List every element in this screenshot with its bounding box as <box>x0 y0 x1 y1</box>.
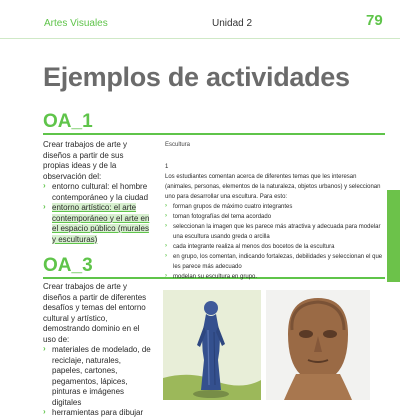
page-title: Ejemplos de actividades <box>43 62 350 92</box>
activity-number: 1 <box>165 164 169 170</box>
oa3-intro: Crear trabajos de arte y diseños a partir de diferentes desafíos y temas del entorno cultural y artístico, demostrando dominio en el uso de: <box>43 282 147 344</box>
sculpture-head-image <box>266 290 370 400</box>
activity-section <box>165 140 383 282</box>
activity-step: › cada integrante realiza al menos dos bocetos de la escultura <box>165 242 383 252</box>
oa1-item: › entorno cultural: el hombre contemporáneo y la ciudad <box>43 182 151 203</box>
oa3-heading: OA_3 <box>43 255 93 276</box>
sculpture-figure-image <box>163 290 261 400</box>
oa1-item-highlighted <box>43 203 151 245</box>
activity-label: Escultura <box>165 142 191 148</box>
section-name: Artes Visuales <box>44 18 108 29</box>
side-tab-marker <box>387 190 400 282</box>
oa1-divider <box>43 133 385 135</box>
oa1-item-highlight: entorno artístico: el arte contemporáneo y el arte en el espacio público (murales y esculturas) <box>52 203 150 244</box>
activity-steps <box>165 202 383 282</box>
activity-step: › en grupo, los comentan, indicando fortalezas, debilidades y seleccionan el que les parece más adecuado <box>165 252 383 272</box>
oa3-item: › materiales de modelado, de reciclaje, naturales, papeles, cartones, pegamentos, lápices, pinturas e imágenes digitales <box>43 345 151 408</box>
sculpture-figure-photo <box>163 290 261 400</box>
oa1-intro: Crear trabajos de arte y diseños a partir de sus propias ideas y de la observación del: <box>43 140 128 181</box>
oa3-description <box>43 282 151 419</box>
activity-step: › forman grupos de máximo cuatro integrantes <box>165 202 383 212</box>
sculpture-head-photo <box>266 290 370 400</box>
oa1-heading: OA_1 <box>43 111 93 132</box>
activity-step: › modelan su escultura en grupo. <box>165 272 383 282</box>
unit-label: Unidad 2 <box>212 18 253 29</box>
activity-step: › toman fotografías del tema acordado <box>165 212 383 222</box>
activity-step: › seleccionan la imagen que les parece más atractiva y adecuada para modelar una escultura usando greda o arcilla <box>165 222 383 242</box>
oa3-item: › herramientas para dibujar <box>43 408 151 419</box>
oa1-list <box>43 182 151 245</box>
page-number: 79 <box>366 12 383 29</box>
page-header <box>0 0 400 40</box>
oa3-list <box>43 345 151 419</box>
activity-intro: Los estudiantes comentan acerca de diferentes temas que les interesan (animales, personas, elementos de la naturaleza, objetos urbanos) y seleccionan uno para desarrollar una escultura. Para esto: <box>165 174 381 200</box>
oa1-description <box>43 140 151 245</box>
header-divider <box>0 38 400 39</box>
